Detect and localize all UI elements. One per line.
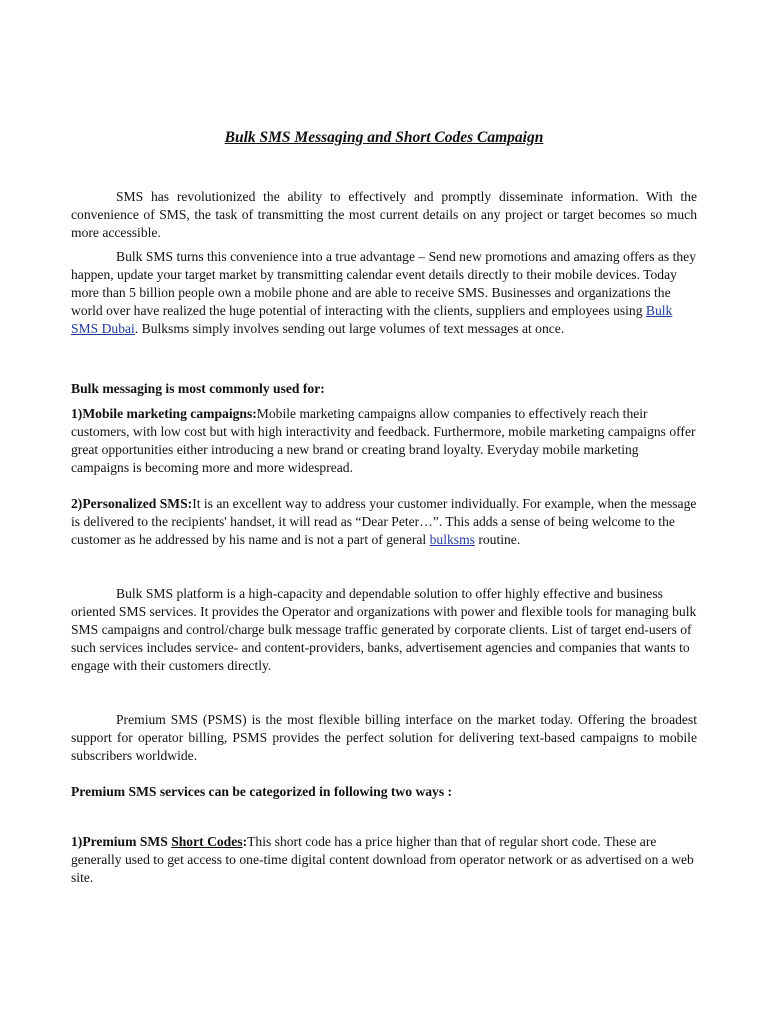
bulk-sms-text: Bulk SMS turns this convenience into a true advantage – Send new promotions and amazing offers as they happen, update your target market by transmitting calendar event details directly to their mobile devices. Today more than 5 billion people own a mobile phone and are able to receive SMS. Businesses and organizations the world over have realized the huge potential of interacting with the clients, suppliers and employees using [71, 249, 697, 318]
platform-paragraph: Bulk SMS platform is a high-capacity and dependable solution to offer highly effective and business oriented SMS services. It provides the Operator and organizations with power and flexible tools for managing bulk SMS campaigns and control/charge bulk message traffic generated by corporate clients. List of target end-users of such services includes service- and content-providers, banks, advertisement agencies and companies that wants to engage with their customers directly. [71, 586, 697, 673]
bulk-sms-paragraph [71, 248, 697, 338]
short-codes-label-underlined: Short Codes [171, 834, 243, 849]
mobile-marketing-label: 1)Mobile marketing campaigns: [71, 406, 257, 421]
bulksms-link[interactable]: bulksms [429, 532, 475, 547]
premium-categories-heading: Premium SMS services can be categorized in following two ways : [71, 784, 453, 799]
personalized-sms-paragraph [71, 495, 697, 549]
short-codes-text: This short code has a price higher than that of regular short code. These are generally used to get access to one-time digital content download from operator network or as advertised on a web site. [71, 834, 694, 885]
premium-sms-paragraph: Premium SMS (PSMS) is the most flexible billing interface on the market today. Offering the broadest support for operator billing, PSMS provides the perfect solution for delivering text-based campaigns to mobile subscribers worldwide. [71, 712, 697, 763]
mobile-marketing-text: Mobile marketing campaigns allow companies to effectively reach their customers, with low cost but with high interactivity and feedback. Furthermore, mobile marketing campaigns offer great opportunities either introducing a new brand or creating brand loyalty. Everyday mobile marketing campaigns is becoming more and more widespread. [71, 406, 696, 475]
short-codes-paragraph [71, 833, 697, 887]
short-codes-label-suffix: : [242, 834, 248, 849]
usage-heading: Bulk messaging is most commonly used for: [71, 381, 325, 396]
bulk-sms-text-after: . Bulksms simply involves sending out large volumes of text messages at once. [134, 321, 565, 336]
short-codes-label [71, 834, 247, 849]
document-title: Bulk SMS Messaging and Short Codes Campaign [224, 129, 544, 146]
mobile-marketing-paragraph [71, 405, 697, 477]
personalized-sms-text: It is an excellent way to address your customer individually. For example, when the message is delivered to the recipients' handset, it will read as “Dear Peter…”. This adds a sense of being welcome to the customer as he addressed by his name and is not a part of general [71, 496, 697, 547]
personalized-sms-text-after: routine. [474, 532, 521, 547]
personalized-sms-label: 2)Personalized SMS: [71, 496, 193, 511]
bulk-sms-dubai-link[interactable]: Bulk SMS Dubai [71, 303, 673, 336]
short-codes-label-prefix: 1)Premium SMS [71, 834, 172, 849]
intro-paragraph: SMS has revolutionized the ability to effectively and promptly disseminate information. With the convenience of SMS, the task of transmitting the most current details on any project or target becomes so much more accessible. [71, 189, 697, 240]
